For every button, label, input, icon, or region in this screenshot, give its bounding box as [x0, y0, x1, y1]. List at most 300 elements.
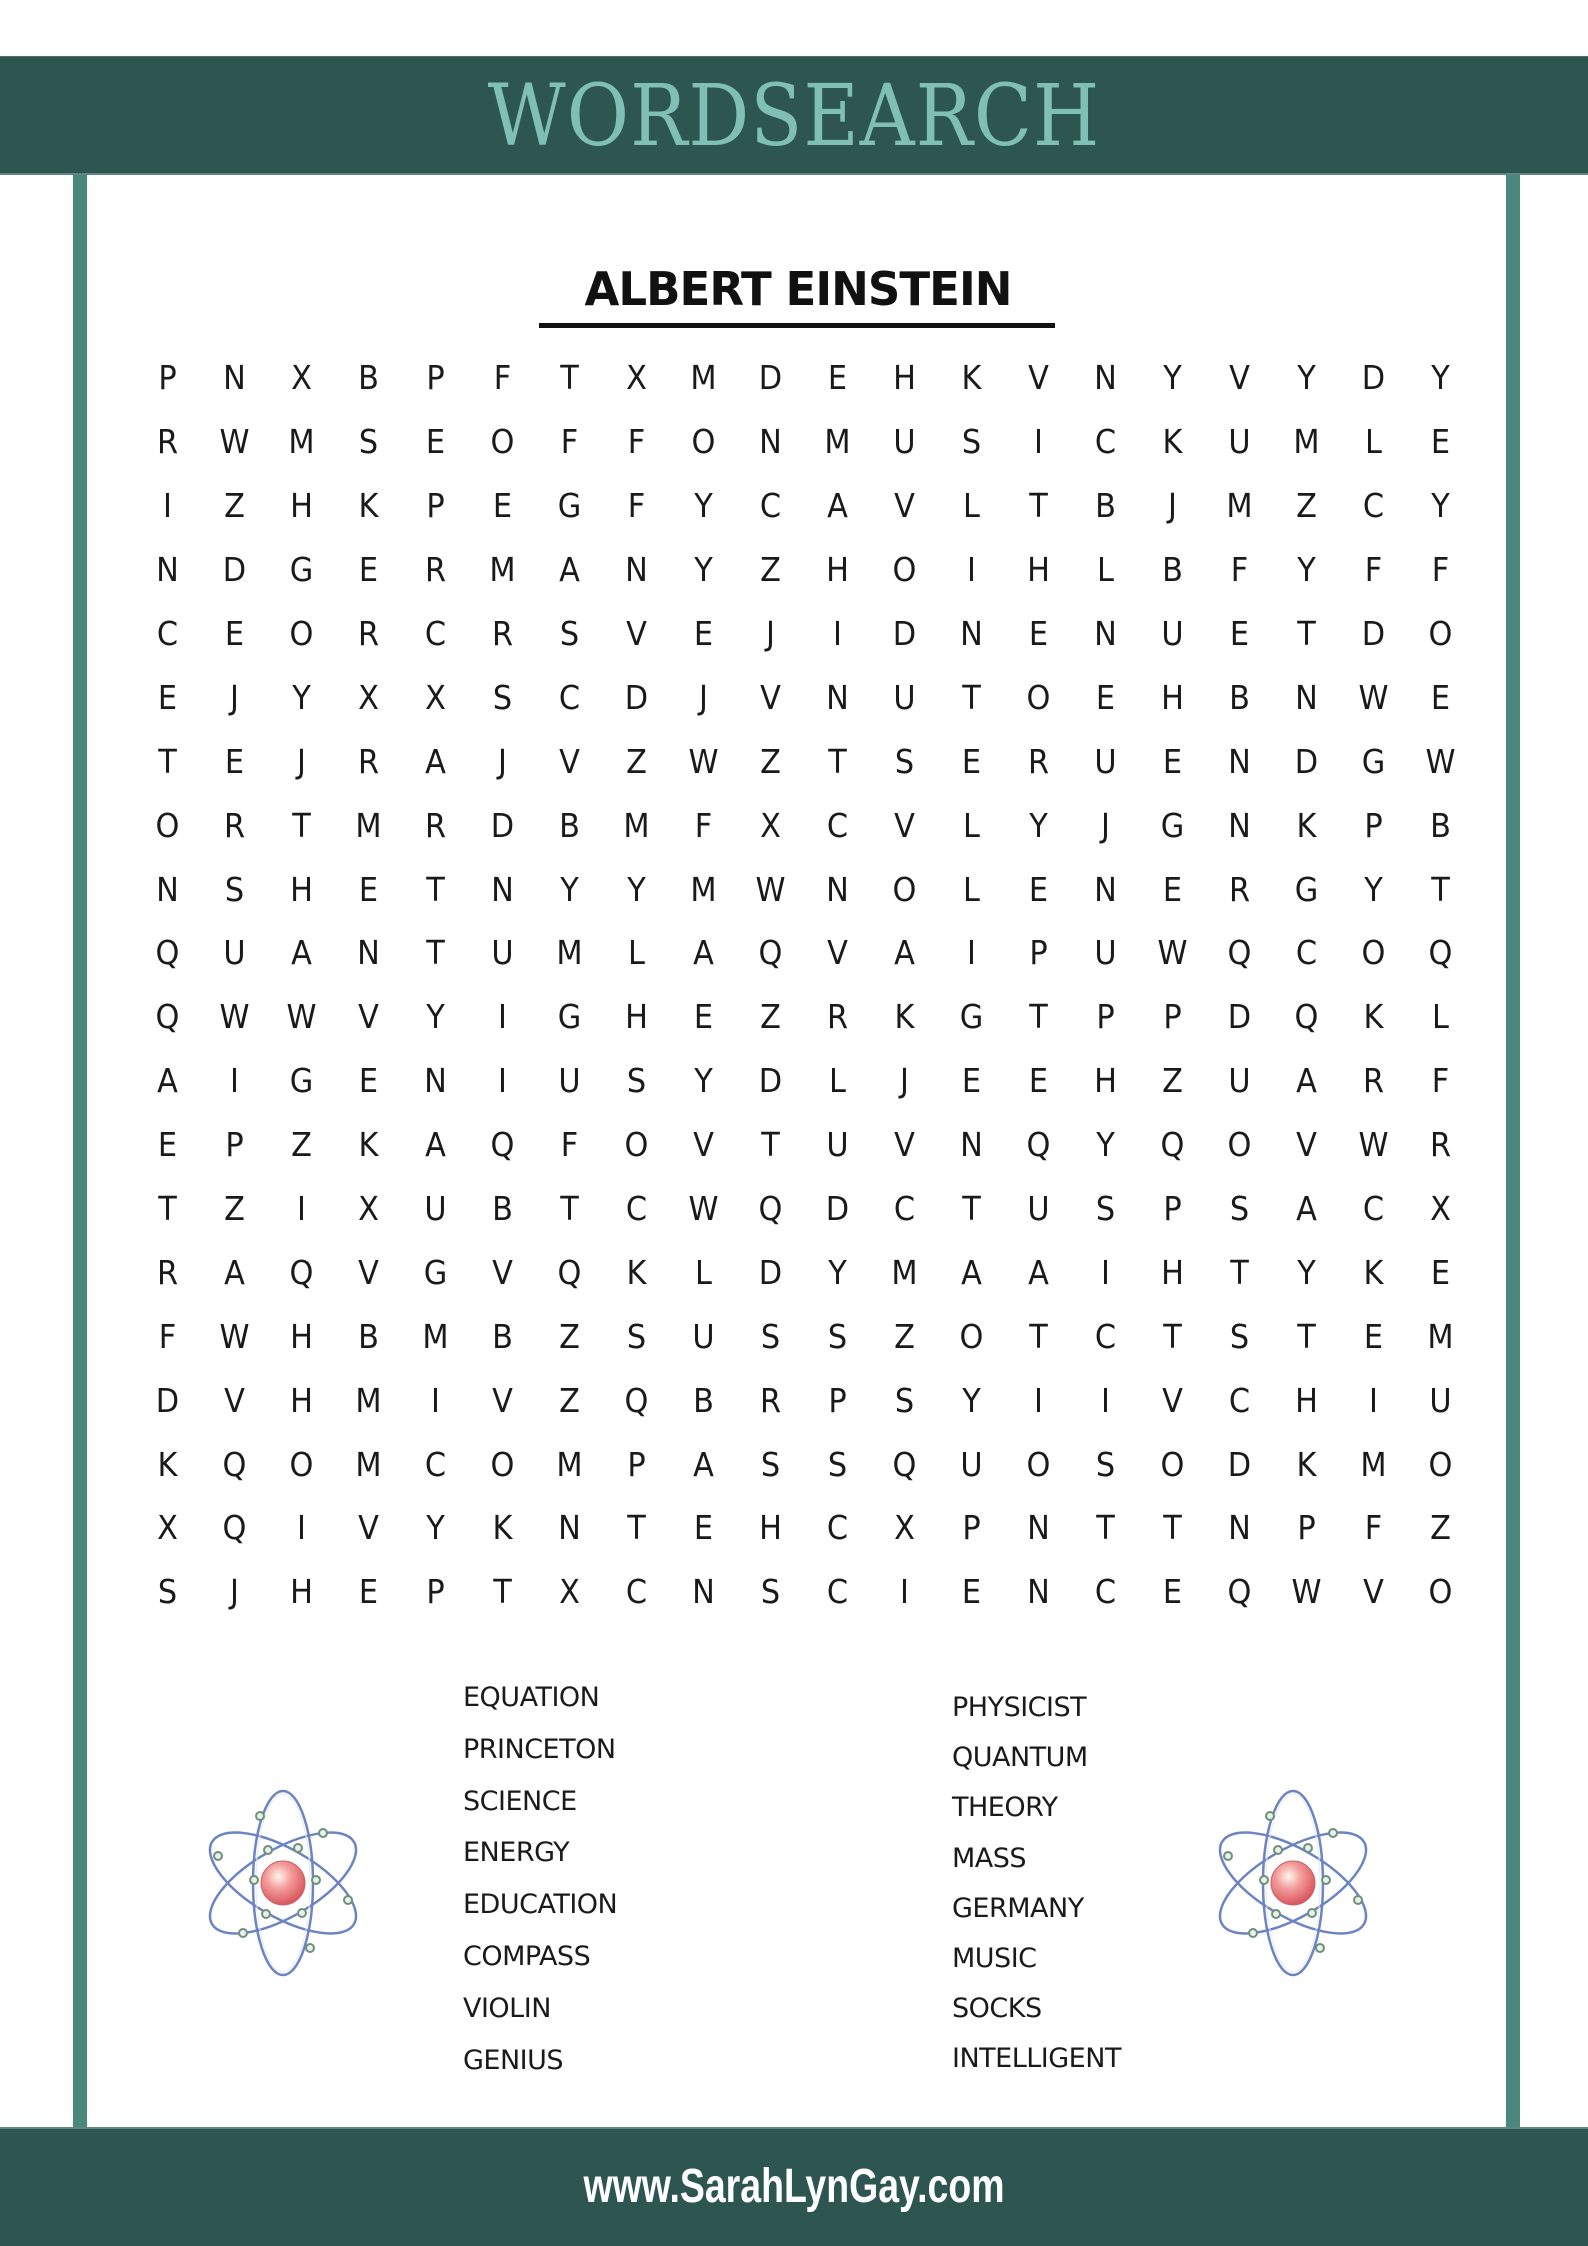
grid-letter[interactable]: S — [157, 1572, 178, 1612]
grid-letter[interactable]: L — [1097, 550, 1114, 590]
grid-letter[interactable]: C — [424, 614, 447, 653]
grid-letter[interactable]: V — [827, 933, 848, 973]
grid-letter[interactable]: T — [426, 869, 445, 909]
grid-letter[interactable]: V — [894, 805, 915, 845]
grid-letter[interactable]: P — [1364, 805, 1383, 845]
grid-letter[interactable]: N — [960, 1125, 983, 1165]
grid-letter[interactable]: Y — [828, 1252, 847, 1292]
grid-letter[interactable]: G — [1361, 741, 1386, 781]
grid-letter[interactable]: N — [1027, 1572, 1050, 1612]
grid-letter[interactable]: X — [760, 805, 781, 845]
grid-letter[interactable]: V — [492, 1380, 513, 1420]
grid-letter[interactable]: I — [498, 1061, 507, 1101]
grid-letter[interactable]: A — [425, 1125, 446, 1165]
grid-letter[interactable]: E — [1162, 741, 1183, 781]
grid-letter[interactable]: A — [1296, 1061, 1317, 1101]
grid-letter[interactable]: Q — [1227, 933, 1252, 973]
grid-letter[interactable]: Z — [224, 1189, 245, 1229]
grid-letter[interactable]: B — [1095, 486, 1116, 526]
grid-letter[interactable]: T — [962, 677, 981, 717]
grid-letter[interactable]: O — [490, 1444, 515, 1484]
grid-letter[interactable]: Z — [626, 741, 647, 781]
grid-letter[interactable]: S — [760, 1316, 781, 1356]
grid-letter[interactable]: S — [1229, 1316, 1250, 1356]
grid-letter[interactable]: J — [230, 1572, 239, 1612]
grid-letter[interactable]: O — [1428, 1444, 1453, 1484]
grid-letter[interactable]: A — [1296, 1189, 1317, 1229]
grid-letter[interactable]: H — [1295, 1380, 1318, 1420]
grid-letter[interactable]: X — [559, 1572, 580, 1612]
grid-letter[interactable]: Y — [694, 486, 713, 526]
grid-letter[interactable]: P — [962, 1508, 981, 1548]
grid-letter[interactable]: O — [1428, 614, 1453, 653]
grid-letter[interactable]: C — [558, 677, 581, 717]
grid-letter[interactable]: O — [1428, 1572, 1453, 1612]
grid-letter[interactable]: S — [626, 1316, 647, 1356]
grid-letter[interactable]: Q — [1160, 1125, 1185, 1165]
grid-letter[interactable]: D — [222, 550, 247, 590]
grid-letter[interactable]: H — [625, 997, 648, 1037]
grid-letter[interactable]: E — [358, 1572, 379, 1612]
grid-letter[interactable]: N — [1228, 1508, 1251, 1548]
grid-letter[interactable]: Q — [1227, 1572, 1252, 1612]
grid-letter[interactable]: I — [230, 1061, 239, 1101]
grid-letter[interactable]: I — [967, 550, 976, 590]
grid-letter[interactable]: E — [492, 486, 513, 526]
grid-letter[interactable]: Q — [892, 1444, 917, 1484]
grid-letter[interactable]: Y — [694, 1061, 713, 1101]
grid-letter[interactable]: X — [157, 1508, 178, 1548]
grid-letter[interactable]: I — [900, 1572, 909, 1612]
grid-letter[interactable]: R — [424, 550, 447, 590]
grid-letter[interactable]: H — [290, 1572, 313, 1612]
grid-letter[interactable]: D — [1294, 741, 1319, 781]
grid-letter[interactable]: V — [693, 1125, 714, 1165]
grid-letter[interactable]: A — [894, 933, 915, 973]
grid-letter[interactable]: T — [292, 805, 311, 845]
grid-letter[interactable]: Q — [490, 1125, 515, 1165]
grid-letter[interactable]: M — [556, 933, 583, 973]
grid-letter[interactable]: Y — [627, 869, 646, 909]
grid-letter[interactable]: T — [493, 1572, 512, 1612]
grid-letter[interactable]: G — [423, 1252, 448, 1292]
grid-letter[interactable]: K — [626, 1252, 647, 1292]
website-link[interactable]: www.SarahLynGay.com — [583, 2160, 1005, 2213]
grid-letter[interactable]: H — [1027, 550, 1050, 590]
grid-letter[interactable]: S — [760, 1572, 781, 1612]
grid-letter[interactable]: X — [1430, 1189, 1451, 1229]
grid-letter[interactable]: O — [892, 869, 917, 909]
grid-letter[interactable]: O — [1026, 1444, 1051, 1484]
grid-letter[interactable]: R — [357, 741, 380, 781]
grid-letter[interactable]: P — [1163, 997, 1182, 1037]
grid-letter[interactable]: Y — [1431, 358, 1450, 398]
grid-letter[interactable]: P — [225, 1125, 244, 1165]
grid-letter[interactable]: U — [558, 1061, 581, 1101]
grid-letter[interactable]: U — [826, 1125, 849, 1165]
grid-letter[interactable]: C — [424, 1444, 447, 1484]
grid-letter[interactable]: D — [758, 358, 783, 398]
grid-letter[interactable]: Z — [760, 550, 781, 590]
grid-letter[interactable]: V — [358, 1508, 379, 1548]
grid-letter[interactable]: M — [422, 1316, 449, 1356]
grid-letter[interactable]: N — [357, 933, 380, 973]
grid-letter[interactable]: Z — [760, 741, 781, 781]
grid-letter[interactable]: N — [491, 869, 514, 909]
grid-letter[interactable]: E — [425, 422, 446, 462]
grid-letter[interactable]: C — [826, 1508, 849, 1548]
grid-letter[interactable]: T — [1297, 614, 1316, 653]
grid-letter[interactable]: C — [1094, 1316, 1117, 1356]
grid-letter[interactable]: I — [163, 486, 172, 526]
grid-letter[interactable]: O — [1227, 1125, 1252, 1165]
grid-letter[interactable]: A — [961, 1252, 982, 1292]
grid-letter[interactable]: O — [691, 422, 716, 462]
grid-letter[interactable]: T — [426, 933, 445, 973]
grid-letter[interactable]: K — [1363, 1252, 1384, 1292]
grid-letter[interactable]: Q — [1428, 933, 1453, 973]
grid-letter[interactable]: U — [223, 933, 246, 973]
grid-letter[interactable]: J — [766, 614, 775, 653]
grid-letter[interactable]: D — [490, 805, 515, 845]
grid-letter[interactable]: N — [223, 358, 246, 398]
grid-letter[interactable]: T — [1163, 1508, 1182, 1548]
grid-letter[interactable]: A — [693, 933, 714, 973]
grid-letter[interactable]: B — [1229, 677, 1250, 717]
grid-letter[interactable]: K — [1363, 997, 1384, 1037]
grid-letter[interactable]: H — [1094, 1061, 1117, 1101]
grid-letter[interactable]: D — [758, 1061, 783, 1101]
grid-letter[interactable]: P — [426, 358, 445, 398]
grid-letter[interactable]: Q — [1026, 1125, 1051, 1165]
grid-letter[interactable]: L — [963, 869, 980, 909]
grid-letter[interactable]: K — [157, 1444, 178, 1484]
grid-letter[interactable]: H — [290, 486, 313, 526]
grid-letter[interactable]: A — [827, 486, 848, 526]
grid-letter[interactable]: Z — [224, 486, 245, 526]
grid-letter[interactable]: G — [557, 997, 582, 1037]
grid-letter[interactable]: M — [355, 805, 382, 845]
grid-letter[interactable]: S — [827, 1444, 848, 1484]
grid-letter[interactable]: U — [1027, 1189, 1050, 1229]
grid-letter[interactable]: N — [156, 869, 179, 909]
grid-letter[interactable]: R — [1027, 741, 1050, 781]
grid-letter[interactable]: E — [358, 1061, 379, 1101]
grid-letter[interactable]: Z — [1296, 486, 1317, 526]
grid-letter[interactable]: W — [688, 1189, 719, 1229]
grid-letter[interactable]: Y — [1163, 358, 1182, 398]
grid-letter[interactable]: K — [1162, 422, 1183, 462]
grid-letter[interactable]: W — [1358, 1125, 1389, 1165]
grid-letter[interactable]: Y — [1431, 486, 1450, 526]
grid-letter[interactable]: C — [1295, 933, 1318, 973]
grid-letter[interactable]: G — [959, 997, 984, 1037]
grid-letter[interactable]: H — [290, 869, 313, 909]
grid-letter[interactable]: G — [1294, 869, 1319, 909]
grid-letter[interactable]: I — [1101, 1252, 1110, 1292]
grid-letter[interactable]: Q — [557, 1252, 582, 1292]
grid-letter[interactable]: T — [158, 741, 177, 781]
grid-letter[interactable]: U — [1094, 741, 1117, 781]
grid-letter[interactable]: U — [424, 1189, 447, 1229]
grid-letter[interactable]: V — [1028, 358, 1049, 398]
grid-letter[interactable]: X — [425, 677, 446, 717]
grid-letter[interactable]: C — [759, 486, 782, 526]
grid-letter[interactable]: S — [1095, 1189, 1116, 1229]
grid-letter[interactable]: E — [1430, 677, 1451, 717]
grid-letter[interactable]: Y — [1297, 358, 1316, 398]
grid-letter[interactable]: N — [692, 1572, 715, 1612]
grid-letter[interactable]: N — [1027, 1508, 1050, 1548]
grid-letter[interactable]: A — [425, 741, 446, 781]
grid-letter[interactable]: H — [893, 358, 916, 398]
grid-letter[interactable]: M — [1226, 486, 1253, 526]
grid-letter[interactable]: I — [297, 1508, 306, 1548]
grid-letter[interactable]: B — [559, 805, 580, 845]
grid-letter[interactable]: N — [759, 422, 782, 462]
grid-letter[interactable]: O — [959, 1316, 984, 1356]
grid-letter[interactable]: U — [692, 1316, 715, 1356]
grid-letter[interactable]: L — [1432, 997, 1449, 1037]
grid-letter[interactable]: C — [893, 1189, 916, 1229]
grid-letter[interactable]: L — [829, 1061, 846, 1101]
grid-letter[interactable]: R — [1228, 869, 1251, 909]
grid-letter[interactable]: M — [690, 869, 717, 909]
grid-letter[interactable]: B — [1162, 550, 1183, 590]
grid-letter[interactable]: Y — [426, 1508, 445, 1548]
grid-letter[interactable]: W — [219, 1316, 250, 1356]
grid-letter[interactable]: U — [1228, 1061, 1251, 1101]
grid-letter[interactable]: M — [1293, 422, 1320, 462]
grid-letter[interactable]: T — [1163, 1316, 1182, 1356]
grid-letter[interactable]: M — [556, 1444, 583, 1484]
grid-letter[interactable]: U — [893, 422, 916, 462]
grid-letter[interactable]: J — [230, 677, 239, 717]
grid-letter[interactable]: S — [827, 1316, 848, 1356]
grid-letter[interactable]: H — [1161, 677, 1184, 717]
grid-letter[interactable]: E — [1028, 869, 1049, 909]
grid-letter[interactable]: N — [1094, 614, 1117, 653]
grid-letter[interactable]: E — [157, 677, 178, 717]
grid-letter[interactable]: B — [358, 1316, 379, 1356]
grid-letter[interactable]: W — [219, 422, 250, 462]
grid-letter[interactable]: Y — [1096, 1125, 1115, 1165]
grid-letter[interactable]: M — [355, 1444, 382, 1484]
grid-letter[interactable]: E — [1028, 1061, 1049, 1101]
grid-letter[interactable]: T — [1029, 486, 1048, 526]
grid-letter[interactable]: M — [288, 422, 315, 462]
grid-letter[interactable]: F — [560, 422, 579, 462]
grid-letter[interactable]: X — [358, 677, 379, 717]
grid-letter[interactable]: A — [291, 933, 312, 973]
grid-letter[interactable]: D — [1227, 1444, 1252, 1484]
grid-letter[interactable]: W — [219, 997, 250, 1037]
grid-letter[interactable]: V — [1296, 1125, 1317, 1165]
grid-letter[interactable]: T — [1096, 1508, 1115, 1548]
grid-letter[interactable]: Y — [1029, 805, 1048, 845]
grid-letter[interactable]: P — [426, 486, 445, 526]
grid-letter[interactable]: X — [291, 358, 312, 398]
grid-letter[interactable]: P — [1096, 997, 1115, 1037]
grid-letter[interactable]: I — [833, 614, 842, 653]
grid-letter[interactable]: T — [1297, 1316, 1316, 1356]
grid-letter[interactable]: H — [290, 1316, 313, 1356]
grid-letter[interactable]: V — [559, 741, 580, 781]
grid-letter[interactable]: E — [1162, 1572, 1183, 1612]
grid-letter[interactable]: S — [1229, 1189, 1250, 1229]
grid-letter[interactable]: B — [693, 1380, 714, 1420]
grid-letter[interactable]: M — [824, 422, 851, 462]
grid-letter[interactable]: T — [761, 1125, 780, 1165]
grid-letter[interactable]: Z — [559, 1316, 580, 1356]
grid-letter[interactable]: J — [1168, 486, 1177, 526]
grid-letter[interactable]: E — [224, 741, 245, 781]
grid-letter[interactable]: H — [1161, 1252, 1184, 1292]
grid-letter[interactable]: M — [690, 358, 717, 398]
grid-letter[interactable]: R — [357, 614, 380, 653]
grid-letter[interactable]: O — [490, 422, 515, 462]
grid-letter[interactable]: Y — [1297, 1252, 1316, 1292]
grid-letter[interactable]: V — [492, 1252, 513, 1292]
grid-letter[interactable]: Z — [894, 1316, 915, 1356]
grid-letter[interactable]: T — [627, 1508, 646, 1548]
grid-letter[interactable]: B — [492, 1189, 513, 1229]
grid-letter[interactable]: W — [688, 741, 719, 781]
grid-letter[interactable]: Q — [758, 1189, 783, 1229]
grid-letter[interactable]: B — [358, 358, 379, 398]
grid-letter[interactable]: K — [961, 358, 982, 398]
grid-letter[interactable]: R — [156, 1252, 179, 1292]
grid-letter[interactable]: Y — [1364, 869, 1383, 909]
grid-letter[interactable]: L — [695, 1252, 712, 1292]
grid-letter[interactable]: R — [491, 614, 514, 653]
grid-letter[interactable]: I — [297, 1189, 306, 1229]
grid-letter[interactable]: L — [963, 486, 980, 526]
grid-letter[interactable]: E — [961, 741, 982, 781]
grid-letter[interactable]: D — [155, 1380, 180, 1420]
grid-letter[interactable]: L — [628, 933, 645, 973]
grid-letter[interactable]: E — [961, 1572, 982, 1612]
grid-letter[interactable]: E — [1028, 614, 1049, 653]
grid-letter[interactable]: W — [286, 997, 317, 1037]
grid-letter[interactable]: D — [892, 614, 917, 653]
grid-letter[interactable]: N — [826, 869, 849, 909]
grid-letter[interactable]: F — [1431, 550, 1450, 590]
grid-letter[interactable]: T — [1230, 1252, 1249, 1292]
grid-letter[interactable]: E — [693, 997, 714, 1037]
grid-letter[interactable]: F — [627, 422, 646, 462]
grid-letter[interactable]: Y — [426, 997, 445, 1037]
grid-letter[interactable]: Q — [1294, 997, 1319, 1037]
grid-letter[interactable]: P — [1163, 1189, 1182, 1229]
grid-letter[interactable]: O — [1361, 933, 1386, 973]
grid-letter[interactable]: O — [289, 1444, 314, 1484]
grid-letter[interactable]: P — [627, 1444, 646, 1484]
grid-letter[interactable]: M — [891, 1252, 918, 1292]
grid-letter[interactable]: V — [1162, 1380, 1183, 1420]
grid-letter[interactable]: U — [491, 933, 514, 973]
grid-letter[interactable]: C — [1362, 486, 1385, 526]
grid-letter[interactable]: J — [1101, 805, 1110, 845]
grid-letter[interactable]: S — [626, 1061, 647, 1101]
grid-letter[interactable]: D — [758, 1252, 783, 1292]
grid-letter[interactable]: P — [828, 1380, 847, 1420]
grid-letter[interactable]: V — [1363, 1572, 1384, 1612]
grid-letter[interactable]: G — [1160, 805, 1185, 845]
grid-letter[interactable]: N — [1228, 805, 1251, 845]
grid-letter[interactable]: G — [289, 1061, 314, 1101]
grid-letter[interactable]: I — [1369, 1380, 1378, 1420]
grid-letter[interactable]: Y — [694, 550, 713, 590]
grid-letter[interactable]: Q — [222, 1508, 247, 1548]
grid-letter[interactable]: K — [358, 486, 379, 526]
grid-letter[interactable]: M — [623, 805, 650, 845]
grid-letter[interactable]: H — [826, 550, 849, 590]
grid-letter[interactable]: E — [224, 614, 245, 653]
grid-letter[interactable]: V — [224, 1380, 245, 1420]
grid-letter[interactable]: K — [1296, 1444, 1317, 1484]
grid-letter[interactable]: Y — [1297, 550, 1316, 590]
grid-letter[interactable]: I — [1101, 1380, 1110, 1420]
grid-letter[interactable]: E — [1363, 1316, 1384, 1356]
grid-letter[interactable]: U — [1228, 422, 1251, 462]
grid-letter[interactable]: U — [893, 677, 916, 717]
grid-letter[interactable]: A — [1028, 1252, 1049, 1292]
grid-letter[interactable]: K — [894, 997, 915, 1037]
grid-letter[interactable]: T — [158, 1189, 177, 1229]
grid-letter[interactable]: C — [1094, 1572, 1117, 1612]
grid-letter[interactable]: F — [560, 1125, 579, 1165]
grid-letter[interactable]: C — [1362, 1189, 1385, 1229]
grid-letter[interactable]: S — [559, 614, 580, 653]
grid-letter[interactable]: T — [560, 1189, 579, 1229]
grid-letter[interactable]: Z — [760, 997, 781, 1037]
grid-letter[interactable]: N — [558, 1508, 581, 1548]
grid-letter[interactable]: T — [962, 1189, 981, 1229]
grid-letter[interactable]: I — [498, 997, 507, 1037]
grid-letter[interactable]: Q — [222, 1444, 247, 1484]
grid-letter[interactable]: A — [224, 1252, 245, 1292]
grid-letter[interactable]: E — [961, 1061, 982, 1101]
grid-letter[interactable]: I — [431, 1380, 440, 1420]
grid-letter[interactable]: E — [693, 1508, 714, 1548]
grid-letter[interactable]: D — [624, 677, 649, 717]
grid-letter[interactable]: N — [1094, 869, 1117, 909]
grid-letter[interactable]: V — [760, 677, 781, 717]
grid-letter[interactable]: U — [1429, 1380, 1452, 1420]
grid-letter[interactable]: V — [358, 997, 379, 1037]
grid-letter[interactable]: R — [1429, 1125, 1452, 1165]
grid-letter[interactable]: N — [625, 550, 648, 590]
grid-letter[interactable]: F — [1431, 1061, 1450, 1101]
grid-letter[interactable]: T — [1431, 869, 1450, 909]
grid-letter[interactable]: N — [156, 550, 179, 590]
grid-letter[interactable]: S — [894, 1380, 915, 1420]
grid-letter[interactable]: N — [1094, 358, 1117, 398]
grid-letter[interactable]: H — [759, 1508, 782, 1548]
grid-letter[interactable]: S — [358, 422, 379, 462]
grid-letter[interactable]: O — [624, 1125, 649, 1165]
grid-letter[interactable]: G — [289, 550, 314, 590]
grid-letter[interactable]: N — [1228, 741, 1251, 781]
grid-letter[interactable]: P — [426, 1572, 445, 1612]
grid-letter[interactable]: S — [961, 422, 982, 462]
grid-letter[interactable]: R — [759, 1380, 782, 1420]
grid-letter[interactable]: I — [1034, 1380, 1043, 1420]
grid-letter[interactable]: V — [894, 1125, 915, 1165]
grid-letter[interactable]: V — [358, 1252, 379, 1292]
grid-letter[interactable]: J — [498, 741, 507, 781]
